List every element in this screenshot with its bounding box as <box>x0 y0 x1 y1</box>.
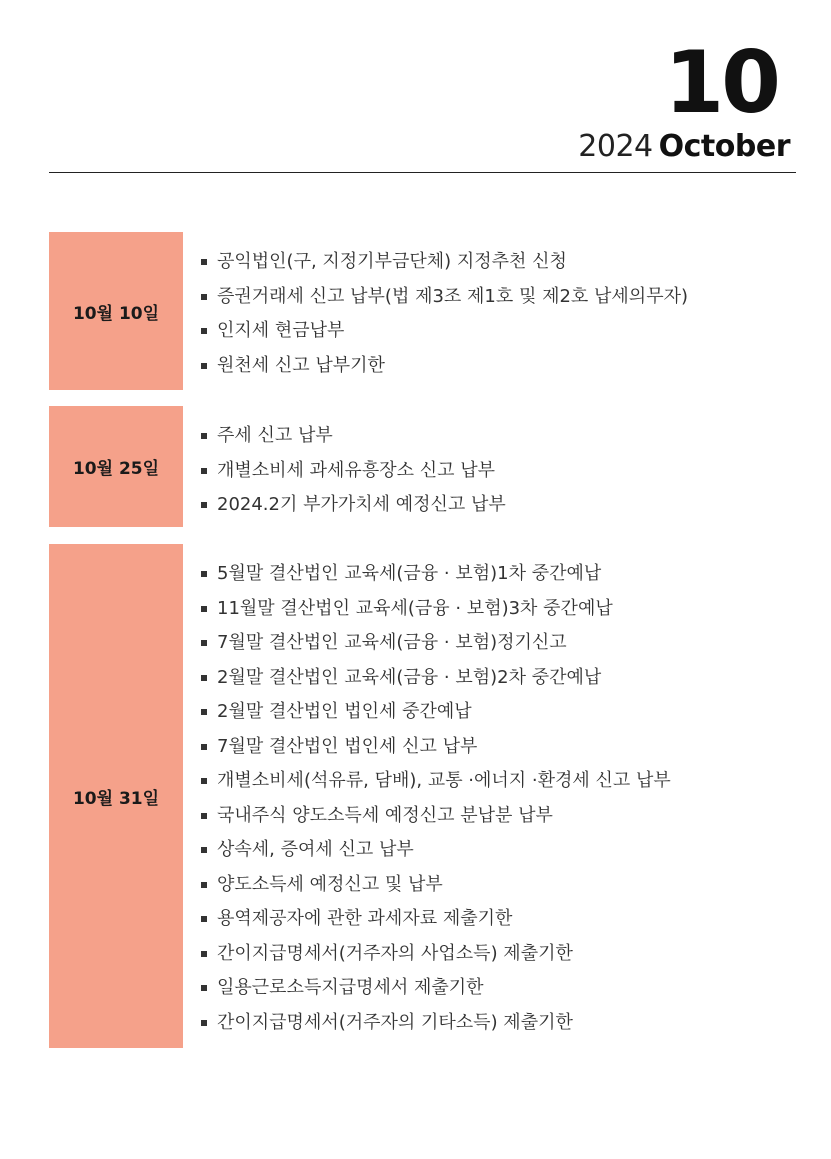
item-text: 7월말 결산법인 교육세(금융 · 보험)정기신고 <box>217 632 567 653</box>
list-item <box>201 799 671 834</box>
item-text: 공익법인(구, 지정기부금단체) 지정추천 신청 <box>217 251 567 272</box>
square-bullet-icon <box>201 813 207 819</box>
list-item <box>201 661 671 696</box>
item-text: 원천세 신고 납부기한 <box>217 354 385 376</box>
schedule-block <box>49 544 796 1048</box>
square-bullet-icon <box>201 951 207 957</box>
item-text: 2월말 결산법인 법인세 중간예납 <box>217 701 472 722</box>
date-cell: 10월 25일 <box>49 406 183 527</box>
square-bullet-icon <box>201 640 207 646</box>
calendar-header <box>49 0 796 173</box>
item-text: 2024.2기 부가가치세 예정신고 납부 <box>217 494 506 515</box>
list-item <box>201 349 688 384</box>
list-item <box>201 314 688 349</box>
square-bullet-icon <box>201 1020 207 1026</box>
square-bullet-icon <box>201 675 207 681</box>
list-item <box>201 902 671 937</box>
list-item <box>201 592 671 627</box>
list-item <box>201 971 671 1006</box>
schedule-item-list <box>183 232 688 390</box>
square-bullet-icon <box>201 571 207 577</box>
list-item <box>201 764 671 799</box>
item-text: 개별소비세 과세유흥장소 신고 납부 <box>217 459 495 481</box>
list-item <box>201 280 688 315</box>
item-text: 용역제공자에 관한 과세자료 제출기한 <box>217 908 513 929</box>
square-bullet-icon <box>201 709 207 715</box>
schedule-item-list <box>183 544 671 1048</box>
square-bullet-icon <box>201 778 207 784</box>
schedule-block <box>49 406 796 527</box>
square-bullet-icon <box>201 363 207 369</box>
item-text: 증권거래세 신고 납부(법 제3조 제1호 및 제2호 납세의무자) <box>217 285 688 307</box>
item-text: 주세 신고 납부 <box>217 425 333 446</box>
square-bullet-icon <box>201 847 207 853</box>
square-bullet-icon <box>201 468 207 474</box>
item-text: 양도소득세 예정신고 및 납부 <box>217 873 443 895</box>
square-bullet-icon <box>201 916 207 922</box>
item-text: 간이지급명세서(거주자의 사업소득) 제출기한 <box>217 942 573 964</box>
square-bullet-icon <box>201 882 207 888</box>
list-item <box>201 245 688 280</box>
square-bullet-icon <box>201 259 207 265</box>
schedule-item-list <box>183 406 506 527</box>
tax-schedule <box>49 232 796 1048</box>
list-item <box>201 695 671 730</box>
year-month-line <box>578 129 790 164</box>
month-number: 10 <box>664 33 778 133</box>
item-text: 간이지급명세서(거주자의 기타소득) 제출기한 <box>217 1011 573 1033</box>
list-item <box>201 488 506 523</box>
item-text: 2월말 결산법인 교육세(금융 · 보험)2차 중간예납 <box>217 666 602 688</box>
square-bullet-icon <box>201 744 207 750</box>
item-text: 일용근로소득지급명세서 제출기한 <box>217 977 484 998</box>
list-item <box>201 626 671 661</box>
square-bullet-icon <box>201 985 207 991</box>
list-item <box>201 454 506 489</box>
square-bullet-icon <box>201 294 207 300</box>
list-item <box>201 937 671 972</box>
list-item <box>201 868 671 903</box>
item-text: 7월말 결산법인 법인세 신고 납부 <box>217 735 478 757</box>
square-bullet-icon <box>201 502 207 508</box>
date-cell: 10월 10일 <box>49 232 183 390</box>
square-bullet-icon <box>201 433 207 439</box>
year-label: 2024 <box>578 129 653 164</box>
square-bullet-icon <box>201 328 207 334</box>
date-cell: 10월 31일 <box>49 544 183 1048</box>
item-text: 5월말 결산법인 교육세(금융 · 보험)1차 중간예납 <box>217 563 602 584</box>
list-item <box>201 730 671 765</box>
item-text: 11월말 결산법인 교육세(금융 · 보험)3차 중간예납 <box>217 597 613 619</box>
list-item <box>201 833 671 868</box>
item-text: 개별소비세(석유류, 담배), 교통 ·에너지 ·환경세 신고 납부 <box>217 770 671 791</box>
item-text: 상속세, 증여세 신고 납부 <box>217 839 414 860</box>
list-item <box>201 557 671 592</box>
item-text: 인지세 현금납부 <box>217 320 345 341</box>
list-item <box>201 1006 671 1041</box>
square-bullet-icon <box>201 606 207 612</box>
schedule-block <box>49 232 796 390</box>
item-text: 국내주식 양도소득세 예정신고 분납분 납부 <box>217 804 553 826</box>
month-name-label: October <box>658 129 790 164</box>
list-item <box>201 419 506 454</box>
